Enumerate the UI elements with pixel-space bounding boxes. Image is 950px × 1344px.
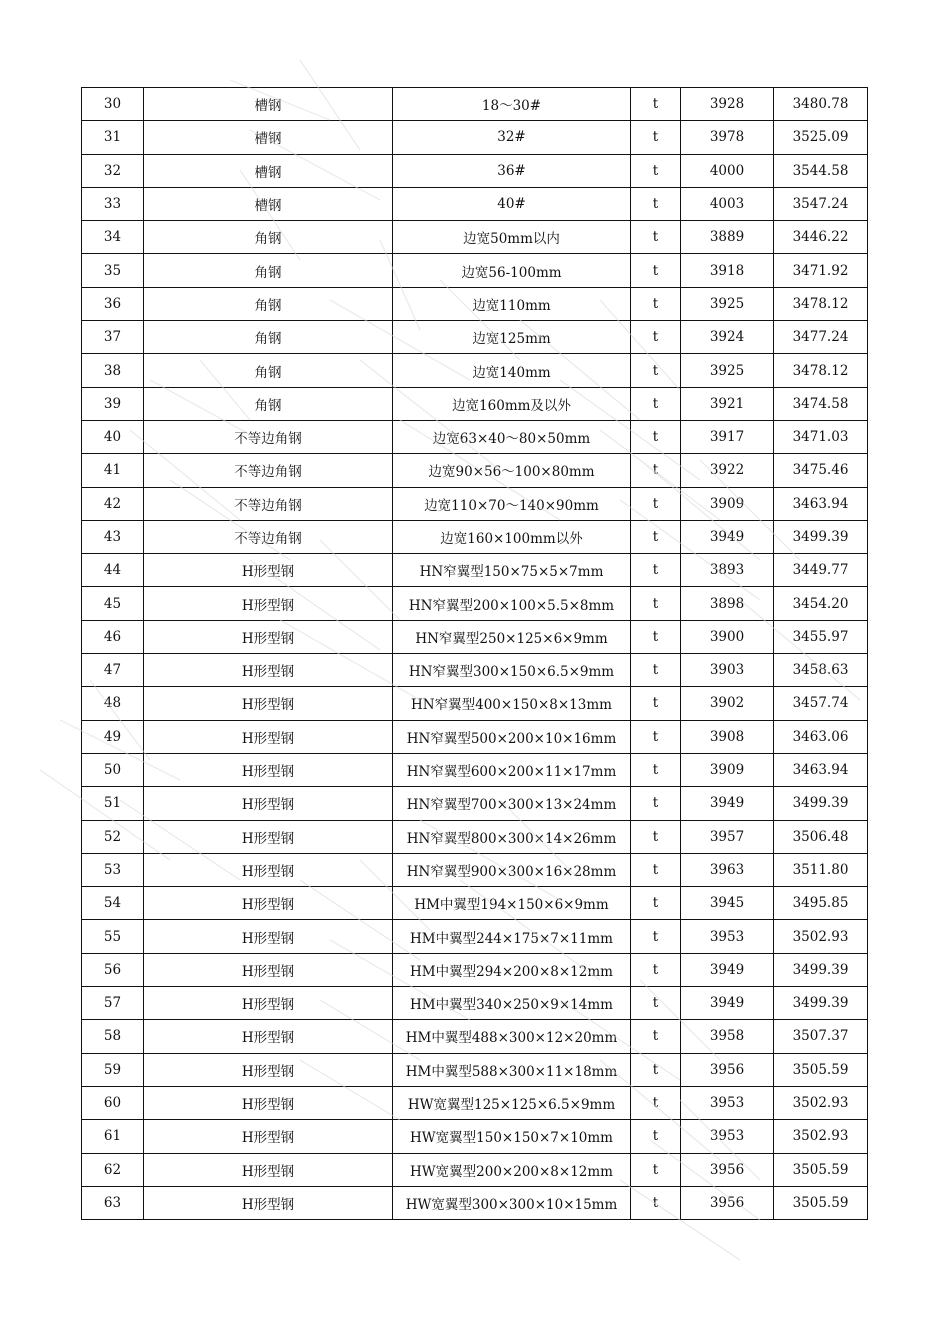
cell-unit: t bbox=[631, 487, 681, 520]
cell-unit: t bbox=[631, 1120, 681, 1153]
cell-spec: HW宽翼型150×150×7×10mm bbox=[393, 1120, 631, 1153]
cell-price-2: 3547.24 bbox=[774, 187, 868, 220]
cell-no: 60 bbox=[82, 1086, 144, 1119]
cell-spec: HN窄翼型300×150×6.5×9mm bbox=[393, 654, 631, 687]
cell-name: H形型钢 bbox=[144, 1153, 393, 1186]
cell-name: H形型钢 bbox=[144, 554, 393, 587]
table-row bbox=[82, 487, 868, 520]
cell-spec: HM中翼型488×300×12×20mm bbox=[393, 1020, 631, 1053]
cell-price-1: 3963 bbox=[681, 853, 774, 886]
cell-price-1: 3924 bbox=[681, 321, 774, 354]
cell-price-2: 3502.93 bbox=[774, 920, 868, 953]
table-row bbox=[82, 820, 868, 853]
cell-spec: 边宽160mm及以外 bbox=[393, 387, 631, 420]
table-row bbox=[82, 587, 868, 620]
cell-price-2: 3502.93 bbox=[774, 1086, 868, 1119]
table-row bbox=[82, 753, 868, 786]
cell-name: 角钢 bbox=[144, 287, 393, 320]
cell-no: 63 bbox=[82, 1186, 144, 1219]
cell-unit: t bbox=[631, 654, 681, 687]
cell-price-2: 3499.39 bbox=[774, 953, 868, 986]
cell-name: H形型钢 bbox=[144, 853, 393, 886]
cell-name: 不等边角钢 bbox=[144, 487, 393, 520]
cell-spec: HN窄翼型400×150×8×13mm bbox=[393, 687, 631, 720]
cell-name: 不等边角钢 bbox=[144, 420, 393, 453]
cell-unit: t bbox=[631, 753, 681, 786]
table-row bbox=[82, 354, 868, 387]
cell-unit: t bbox=[631, 887, 681, 920]
cell-spec: 边宽125mm bbox=[393, 321, 631, 354]
cell-no: 43 bbox=[82, 520, 144, 553]
cell-price-2: 3463.94 bbox=[774, 487, 868, 520]
table-row bbox=[82, 520, 868, 553]
cell-no: 31 bbox=[82, 121, 144, 154]
cell-no: 40 bbox=[82, 420, 144, 453]
cell-no: 32 bbox=[82, 154, 144, 187]
cell-price-1: 3957 bbox=[681, 820, 774, 853]
cell-spec: HM中翼型588×300×11×18mm bbox=[393, 1053, 631, 1086]
cell-unit: t bbox=[631, 953, 681, 986]
cell-no: 61 bbox=[82, 1120, 144, 1153]
cell-unit: t bbox=[631, 820, 681, 853]
cell-no: 41 bbox=[82, 454, 144, 487]
cell-price-2: 3499.39 bbox=[774, 520, 868, 553]
cell-unit: t bbox=[631, 121, 681, 154]
cell-name: 角钢 bbox=[144, 254, 393, 287]
cell-unit: t bbox=[631, 1153, 681, 1186]
cell-price-1: 3909 bbox=[681, 487, 774, 520]
cell-unit: t bbox=[631, 187, 681, 220]
cell-price-1: 3956 bbox=[681, 1186, 774, 1219]
cell-price-2: 3506.48 bbox=[774, 820, 868, 853]
cell-no: 46 bbox=[82, 620, 144, 653]
table-row bbox=[82, 987, 868, 1020]
cell-name: 槽钢 bbox=[144, 154, 393, 187]
cell-no: 51 bbox=[82, 787, 144, 820]
cell-no: 62 bbox=[82, 1153, 144, 1186]
cell-price-2: 3480.78 bbox=[774, 88, 868, 121]
cell-price-1: 3928 bbox=[681, 88, 774, 121]
cell-price-2: 3454.20 bbox=[774, 587, 868, 620]
cell-price-2: 3475.46 bbox=[774, 454, 868, 487]
cell-unit: t bbox=[631, 587, 681, 620]
cell-unit: t bbox=[631, 420, 681, 453]
cell-unit: t bbox=[631, 287, 681, 320]
cell-price-2: 3478.12 bbox=[774, 354, 868, 387]
cell-name: H形型钢 bbox=[144, 1053, 393, 1086]
cell-spec: 边宽140mm bbox=[393, 354, 631, 387]
cell-spec: 32# bbox=[393, 121, 631, 154]
cell-unit: t bbox=[631, 387, 681, 420]
cell-unit: t bbox=[631, 354, 681, 387]
cell-price-1: 3898 bbox=[681, 587, 774, 620]
cell-no: 44 bbox=[82, 554, 144, 587]
cell-price-2: 3446.22 bbox=[774, 221, 868, 254]
cell-unit: t bbox=[631, 154, 681, 187]
cell-spec: 边宽160×100mm以外 bbox=[393, 520, 631, 553]
table-body bbox=[82, 88, 868, 1220]
table-row bbox=[82, 654, 868, 687]
cell-price-2: 3525.09 bbox=[774, 121, 868, 154]
cell-price-2: 3499.39 bbox=[774, 987, 868, 1020]
cell-spec: HM中翼型340×250×9×14mm bbox=[393, 987, 631, 1020]
cell-name: H形型钢 bbox=[144, 987, 393, 1020]
cell-unit: t bbox=[631, 920, 681, 953]
cell-spec: HN窄翼型700×300×13×24mm bbox=[393, 787, 631, 820]
cell-price-2: 3455.97 bbox=[774, 620, 868, 653]
cell-price-1: 3949 bbox=[681, 987, 774, 1020]
cell-unit: t bbox=[631, 454, 681, 487]
cell-name: H形型钢 bbox=[144, 887, 393, 920]
cell-spec: 边宽110×70～140×90mm bbox=[393, 487, 631, 520]
table-row bbox=[82, 121, 868, 154]
cell-unit: t bbox=[631, 321, 681, 354]
cell-name: 不等边角钢 bbox=[144, 520, 393, 553]
table-row bbox=[82, 254, 868, 287]
cell-no: 53 bbox=[82, 853, 144, 886]
cell-spec: HN窄翼型150×75×5×7mm bbox=[393, 554, 631, 587]
cell-price-1: 3922 bbox=[681, 454, 774, 487]
cell-price-1: 3893 bbox=[681, 554, 774, 587]
cell-spec: HM中翼型294×200×8×12mm bbox=[393, 953, 631, 986]
cell-price-1: 3917 bbox=[681, 420, 774, 453]
table-row bbox=[82, 953, 868, 986]
cell-name: 角钢 bbox=[144, 387, 393, 420]
cell-no: 30 bbox=[82, 88, 144, 121]
table-row bbox=[82, 720, 868, 753]
cell-price-1: 3978 bbox=[681, 121, 774, 154]
table-row bbox=[82, 853, 868, 886]
cell-price-2: 3478.12 bbox=[774, 287, 868, 320]
table-row bbox=[82, 387, 868, 420]
cell-price-2: 3505.59 bbox=[774, 1053, 868, 1086]
cell-spec: HW宽翼型125×125×6.5×9mm bbox=[393, 1086, 631, 1119]
cell-unit: t bbox=[631, 1186, 681, 1219]
cell-name: 角钢 bbox=[144, 321, 393, 354]
cell-unit: t bbox=[631, 987, 681, 1020]
cell-spec: 18～30# bbox=[393, 88, 631, 121]
cell-price-1: 3953 bbox=[681, 920, 774, 953]
cell-name: H形型钢 bbox=[144, 820, 393, 853]
cell-spec: HN窄翼型500×200×10×16mm bbox=[393, 720, 631, 753]
cell-no: 39 bbox=[82, 387, 144, 420]
cell-unit: t bbox=[631, 853, 681, 886]
cell-no: 35 bbox=[82, 254, 144, 287]
cell-spec: HN窄翼型600×200×11×17mm bbox=[393, 753, 631, 786]
cell-no: 52 bbox=[82, 820, 144, 853]
cell-price-1: 4003 bbox=[681, 187, 774, 220]
cell-price-1: 3945 bbox=[681, 887, 774, 920]
cell-no: 34 bbox=[82, 221, 144, 254]
cell-no: 42 bbox=[82, 487, 144, 520]
cell-spec: HM中翼型244×175×7×11mm bbox=[393, 920, 631, 953]
cell-price-1: 3956 bbox=[681, 1153, 774, 1186]
cell-price-1: 3889 bbox=[681, 221, 774, 254]
cell-spec: 边宽90×56～100×80mm bbox=[393, 454, 631, 487]
cell-price-1: 3921 bbox=[681, 387, 774, 420]
cell-price-2: 3505.59 bbox=[774, 1153, 868, 1186]
cell-name: H形型钢 bbox=[144, 654, 393, 687]
cell-name: 角钢 bbox=[144, 221, 393, 254]
cell-unit: t bbox=[631, 720, 681, 753]
table-row bbox=[82, 1086, 868, 1119]
cell-spec: HN窄翼型200×100×5.5×8mm bbox=[393, 587, 631, 620]
cell-no: 50 bbox=[82, 753, 144, 786]
cell-unit: t bbox=[631, 520, 681, 553]
cell-name: H形型钢 bbox=[144, 753, 393, 786]
cell-no: 54 bbox=[82, 887, 144, 920]
cell-spec: HM中翼型194×150×6×9mm bbox=[393, 887, 631, 920]
cell-spec: HN窄翼型800×300×14×26mm bbox=[393, 820, 631, 853]
cell-unit: t bbox=[631, 221, 681, 254]
cell-price-2: 3463.94 bbox=[774, 753, 868, 786]
table-row bbox=[82, 920, 868, 953]
table-row bbox=[82, 554, 868, 587]
cell-no: 56 bbox=[82, 953, 144, 986]
cell-name: H形型钢 bbox=[144, 1086, 393, 1119]
cell-price-1: 3958 bbox=[681, 1020, 774, 1053]
table-row bbox=[82, 154, 868, 187]
cell-price-2: 3502.93 bbox=[774, 1120, 868, 1153]
table-row bbox=[82, 187, 868, 220]
cell-no: 59 bbox=[82, 1053, 144, 1086]
cell-price-1: 3903 bbox=[681, 654, 774, 687]
cell-price-1: 3925 bbox=[681, 287, 774, 320]
cell-price-1: 3918 bbox=[681, 254, 774, 287]
table-row bbox=[82, 620, 868, 653]
cell-price-2: 3471.03 bbox=[774, 420, 868, 453]
cell-unit: t bbox=[631, 1086, 681, 1119]
cell-spec: HW宽翼型300×300×10×15mm bbox=[393, 1186, 631, 1219]
cell-no: 33 bbox=[82, 187, 144, 220]
cell-name: 槽钢 bbox=[144, 121, 393, 154]
cell-no: 55 bbox=[82, 920, 144, 953]
cell-price-1: 4000 bbox=[681, 154, 774, 187]
table-row bbox=[82, 687, 868, 720]
cell-price-2: 3511.80 bbox=[774, 853, 868, 886]
cell-name: H形型钢 bbox=[144, 1186, 393, 1219]
cell-name: H形型钢 bbox=[144, 720, 393, 753]
cell-spec: 40# bbox=[393, 187, 631, 220]
cell-price-2: 3457.74 bbox=[774, 687, 868, 720]
table-row bbox=[82, 287, 868, 320]
cell-price-2: 3544.58 bbox=[774, 154, 868, 187]
cell-unit: t bbox=[631, 787, 681, 820]
cell-spec: HN窄翼型250×125×6×9mm bbox=[393, 620, 631, 653]
cell-spec: 边宽110mm bbox=[393, 287, 631, 320]
table-row bbox=[82, 454, 868, 487]
cell-price-1: 3949 bbox=[681, 953, 774, 986]
cell-price-2: 3499.39 bbox=[774, 787, 868, 820]
cell-price-1: 3925 bbox=[681, 354, 774, 387]
cell-name: 角钢 bbox=[144, 354, 393, 387]
cell-price-1: 3902 bbox=[681, 687, 774, 720]
cell-price-1: 3908 bbox=[681, 720, 774, 753]
cell-unit: t bbox=[631, 1053, 681, 1086]
cell-price-1: 3949 bbox=[681, 520, 774, 553]
cell-name: 槽钢 bbox=[144, 88, 393, 121]
cell-name: 不等边角钢 bbox=[144, 454, 393, 487]
cell-no: 58 bbox=[82, 1020, 144, 1053]
cell-name: H形型钢 bbox=[144, 620, 393, 653]
cell-price-1: 3953 bbox=[681, 1120, 774, 1153]
table-row bbox=[82, 321, 868, 354]
cell-no: 57 bbox=[82, 987, 144, 1020]
cell-price-2: 3495.85 bbox=[774, 887, 868, 920]
cell-price-1: 3900 bbox=[681, 620, 774, 653]
table-row bbox=[82, 1053, 868, 1086]
cell-name: H形型钢 bbox=[144, 1120, 393, 1153]
cell-price-2: 3507.37 bbox=[774, 1020, 868, 1053]
cell-price-2: 3474.58 bbox=[774, 387, 868, 420]
cell-name: 槽钢 bbox=[144, 187, 393, 220]
cell-price-1: 3953 bbox=[681, 1086, 774, 1119]
cell-price-1: 3909 bbox=[681, 753, 774, 786]
cell-name: H形型钢 bbox=[144, 953, 393, 986]
cell-spec: 36# bbox=[393, 154, 631, 187]
cell-unit: t bbox=[631, 620, 681, 653]
cell-spec: 边宽63×40～80×50mm bbox=[393, 420, 631, 453]
table-row bbox=[82, 420, 868, 453]
cell-no: 36 bbox=[82, 287, 144, 320]
cell-unit: t bbox=[631, 88, 681, 121]
cell-unit: t bbox=[631, 1020, 681, 1053]
table-row bbox=[82, 1186, 868, 1219]
cell-name: H形型钢 bbox=[144, 587, 393, 620]
cell-spec: 边宽50mm以内 bbox=[393, 221, 631, 254]
cell-no: 48 bbox=[82, 687, 144, 720]
cell-name: H形型钢 bbox=[144, 687, 393, 720]
cell-name: H形型钢 bbox=[144, 1020, 393, 1053]
table-row bbox=[82, 1020, 868, 1053]
cell-price-1: 3956 bbox=[681, 1053, 774, 1086]
table-row bbox=[82, 88, 868, 121]
table-row bbox=[82, 787, 868, 820]
cell-name: H形型钢 bbox=[144, 787, 393, 820]
cell-name: H形型钢 bbox=[144, 920, 393, 953]
cell-unit: t bbox=[631, 254, 681, 287]
cell-spec: HN窄翼型900×300×16×28mm bbox=[393, 853, 631, 886]
cell-price-2: 3477.24 bbox=[774, 321, 868, 354]
cell-price-2: 3463.06 bbox=[774, 720, 868, 753]
cell-price-2: 3458.63 bbox=[774, 654, 868, 687]
cell-price-1: 3949 bbox=[681, 787, 774, 820]
cell-no: 37 bbox=[82, 321, 144, 354]
cell-unit: t bbox=[631, 554, 681, 587]
cell-price-2: 3505.59 bbox=[774, 1186, 868, 1219]
cell-no: 49 bbox=[82, 720, 144, 753]
table-row bbox=[82, 1153, 868, 1186]
cell-spec: HW宽翼型200×200×8×12mm bbox=[393, 1153, 631, 1186]
cell-price-2: 3471.92 bbox=[774, 254, 868, 287]
material-price-table bbox=[81, 87, 868, 1220]
table-row bbox=[82, 221, 868, 254]
cell-no: 38 bbox=[82, 354, 144, 387]
cell-no: 47 bbox=[82, 654, 144, 687]
cell-spec: 边宽56-100mm bbox=[393, 254, 631, 287]
table-row bbox=[82, 1120, 868, 1153]
table-row bbox=[82, 887, 868, 920]
cell-no: 45 bbox=[82, 587, 144, 620]
cell-price-2: 3449.77 bbox=[774, 554, 868, 587]
cell-unit: t bbox=[631, 687, 681, 720]
